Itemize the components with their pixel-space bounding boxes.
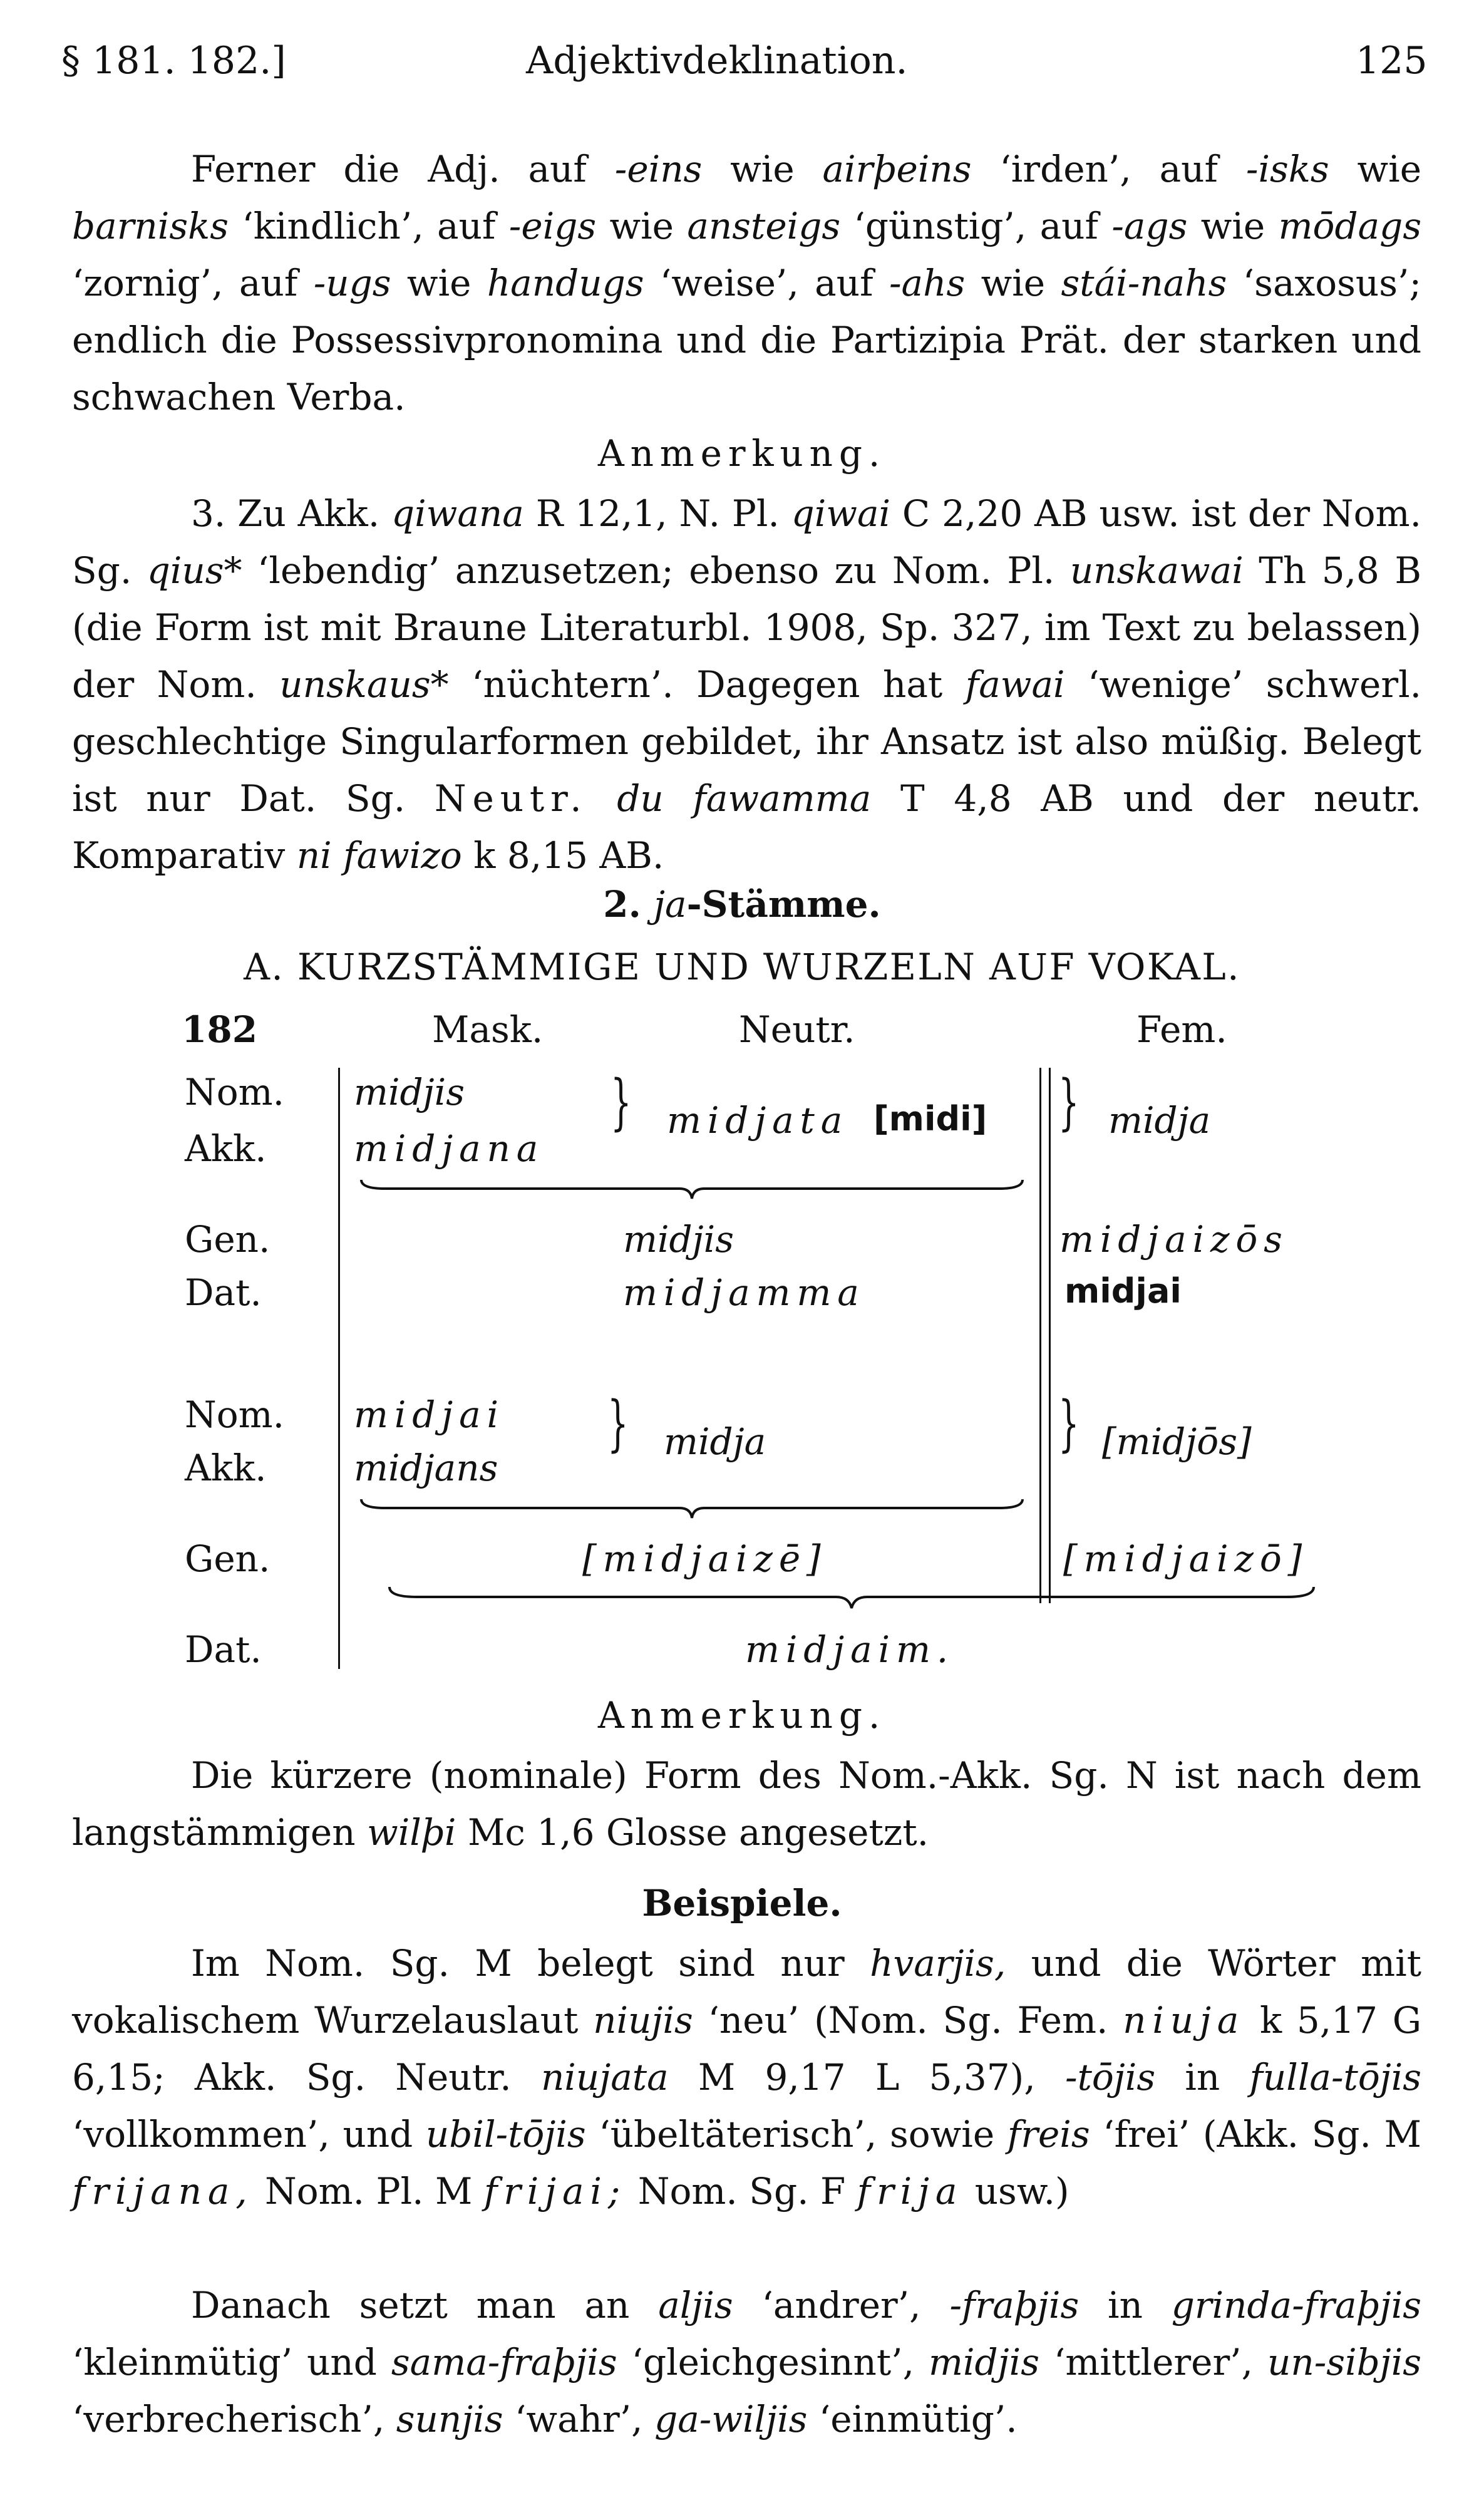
sg-neutr-nomakk: midjata [667, 1099, 849, 1142]
row-label-sg-nom: Nom. [185, 1071, 285, 1113]
beispiele-paragraph-2: Danach setzt man an aljis ‘andrer’, -fraþjis in grinda-fraþjis ‘kleinmütig’ und sama-fraþjis ‘gleichgesinnt’, midjis ‘mittlerer’, un-sibjis ‘verbrecherisch’, sunjis ‘wahr’, ga-wiljis ‘einmütig’. [72, 2284, 1422, 2440]
rule-left [338, 1068, 340, 1669]
sg-fem-dat: midjai [1064, 1271, 1182, 1311]
horizontal-brace-sg [360, 1177, 1024, 1200]
pl-mask-akk: midjans [354, 1447, 498, 1489]
sg-neutr-alt: [midi] [873, 1099, 987, 1139]
brace-sg-mask: } [611, 1067, 632, 1137]
sg-mn-gen: midjis [623, 1218, 734, 1261]
sg-mn-dat: midjamma [623, 1271, 865, 1314]
anmerkung-heading-1: Anmerkung. [597, 432, 887, 475]
beispiele-heading: Beispiele. [642, 1882, 842, 1924]
pl-fem-nomakk: [midjōs] [1102, 1420, 1252, 1463]
beispiele-paragraph-1: Im Nom. Sg. M belegt sind nur hvarjis, und die Wörter mit vokalischem Wurzelauslaut niujis ‘neu’ (Nom. Sg. Fem. niuja k 5,17 G 6,15; Akk. Sg. Neutr. niujata M 9,17 L 5,37), -tōjis in fulla-tōjis ‘vollkommen’, und ubil-tōjis ‘übeltäterisch’, sowie freis ‘frei’ (Akk. Sg. M frijana, Nom. Pl. M frijai; Nom. Sg. F frija usw.) [72, 1942, 1422, 2213]
intro-paragraph: Ferner die Adj. auf -eins wie airþeins ‘irden’, auf -isks wie barnisks ‘kindlich’, auf -eigs wie ansteigs ‘günstig’, auf -ags wie mōdags ‘zornig’, auf -ugs wie handugs ‘weise’, auf -ahs wie stái-nahs ‘saxosus’; endlich die Possessivpronomina und die Partizipia Prät. der starken und schwachen Verba. [72, 148, 1422, 418]
row-label-sg-gen: Gen. [185, 1218, 271, 1261]
header-title: Adjektivdeklination. [526, 39, 908, 83]
row-label-pl-gen: Gen. [185, 1537, 271, 1580]
rule-right-b [1049, 1068, 1051, 1603]
header-page-number: 125 [1356, 39, 1428, 83]
horizontal-brace-pl [360, 1497, 1024, 1519]
col-header-neutr: Neutr. [739, 1008, 855, 1051]
sg-mask-nom: midjis [354, 1071, 465, 1113]
pl-mask-nom: midjai [354, 1393, 505, 1436]
row-label-pl-akk: Akk. [185, 1447, 267, 1489]
header-section-ref: § 181. 182.] [61, 39, 286, 83]
table-number: 182 [182, 1008, 258, 1051]
row-label-sg-dat: Dat. [185, 1271, 262, 1314]
col-header-mask: Mask. [432, 1008, 544, 1051]
brace-pl-mask: } [607, 1388, 629, 1459]
brace-sg-fem: } [1058, 1067, 1080, 1137]
sg-fem-gen: midjaizōs [1059, 1218, 1289, 1261]
anmerkung-2-text: Die kürzere (nominale) Form des Nom.-Akk. Sg. N ist nach dem langstämmigen wilþi Mc 1,6 Glosse angesetzt. [72, 1754, 1421, 1854]
pl-fem-gen: [midjaizō] [1063, 1537, 1309, 1580]
anmerkung-1-text: 3. Zu Akk. qiwana R 12,1, N. Pl. qiwai C 2,20 AB usw. ist der Nom. Sg. qius* ‘lebendig’ anzusetzen; ebenso zu Nom. Pl. unskawai Th 5,8 B (die Form ist mit Braune Literaturbl. 1908, Sp. 327, im Text zu belassen) der Nom. unskaus* ‘nüchtern’. Dagegen hat fawai ‘wenige’ schwerl. geschlechtige Singularformen gebildet, ihr Ansatz ist also müßig. Belegt ist nur Dat. Sg. Neutr. du fawamma T 4,8 AB und der neutr. Komparativ ni fawizo k 8,15 AB. [72, 492, 1422, 877]
anmerkung-heading-2: Anmerkung. [597, 1694, 887, 1737]
brace-pl-fem: } [1058, 1388, 1080, 1459]
row-label-pl-dat: Dat. [185, 1628, 262, 1671]
row-label-pl-nom: Nom. [185, 1393, 285, 1436]
col-header-fem: Fem. [1136, 1008, 1227, 1051]
sg-mask-akk: midjana [354, 1127, 545, 1170]
sg-fem-nomakk: midja [1108, 1099, 1211, 1142]
pl-mn-gen: [midjaizē] [582, 1537, 827, 1580]
row-label-sg-akk: Akk. [185, 1127, 267, 1170]
horizontal-brace-pl-all [388, 1584, 1315, 1609]
pl-all-dat: midjaim. [745, 1628, 955, 1671]
rule-right-a [1039, 1068, 1041, 1603]
section-heading: 2. ja-Stämme. [603, 883, 881, 926]
section-subtitle: A. KURZSTÄMMIGE UND WURZELN AUF VOKAL. [244, 946, 1240, 988]
pl-neutr-nomakk: midja [664, 1420, 766, 1463]
